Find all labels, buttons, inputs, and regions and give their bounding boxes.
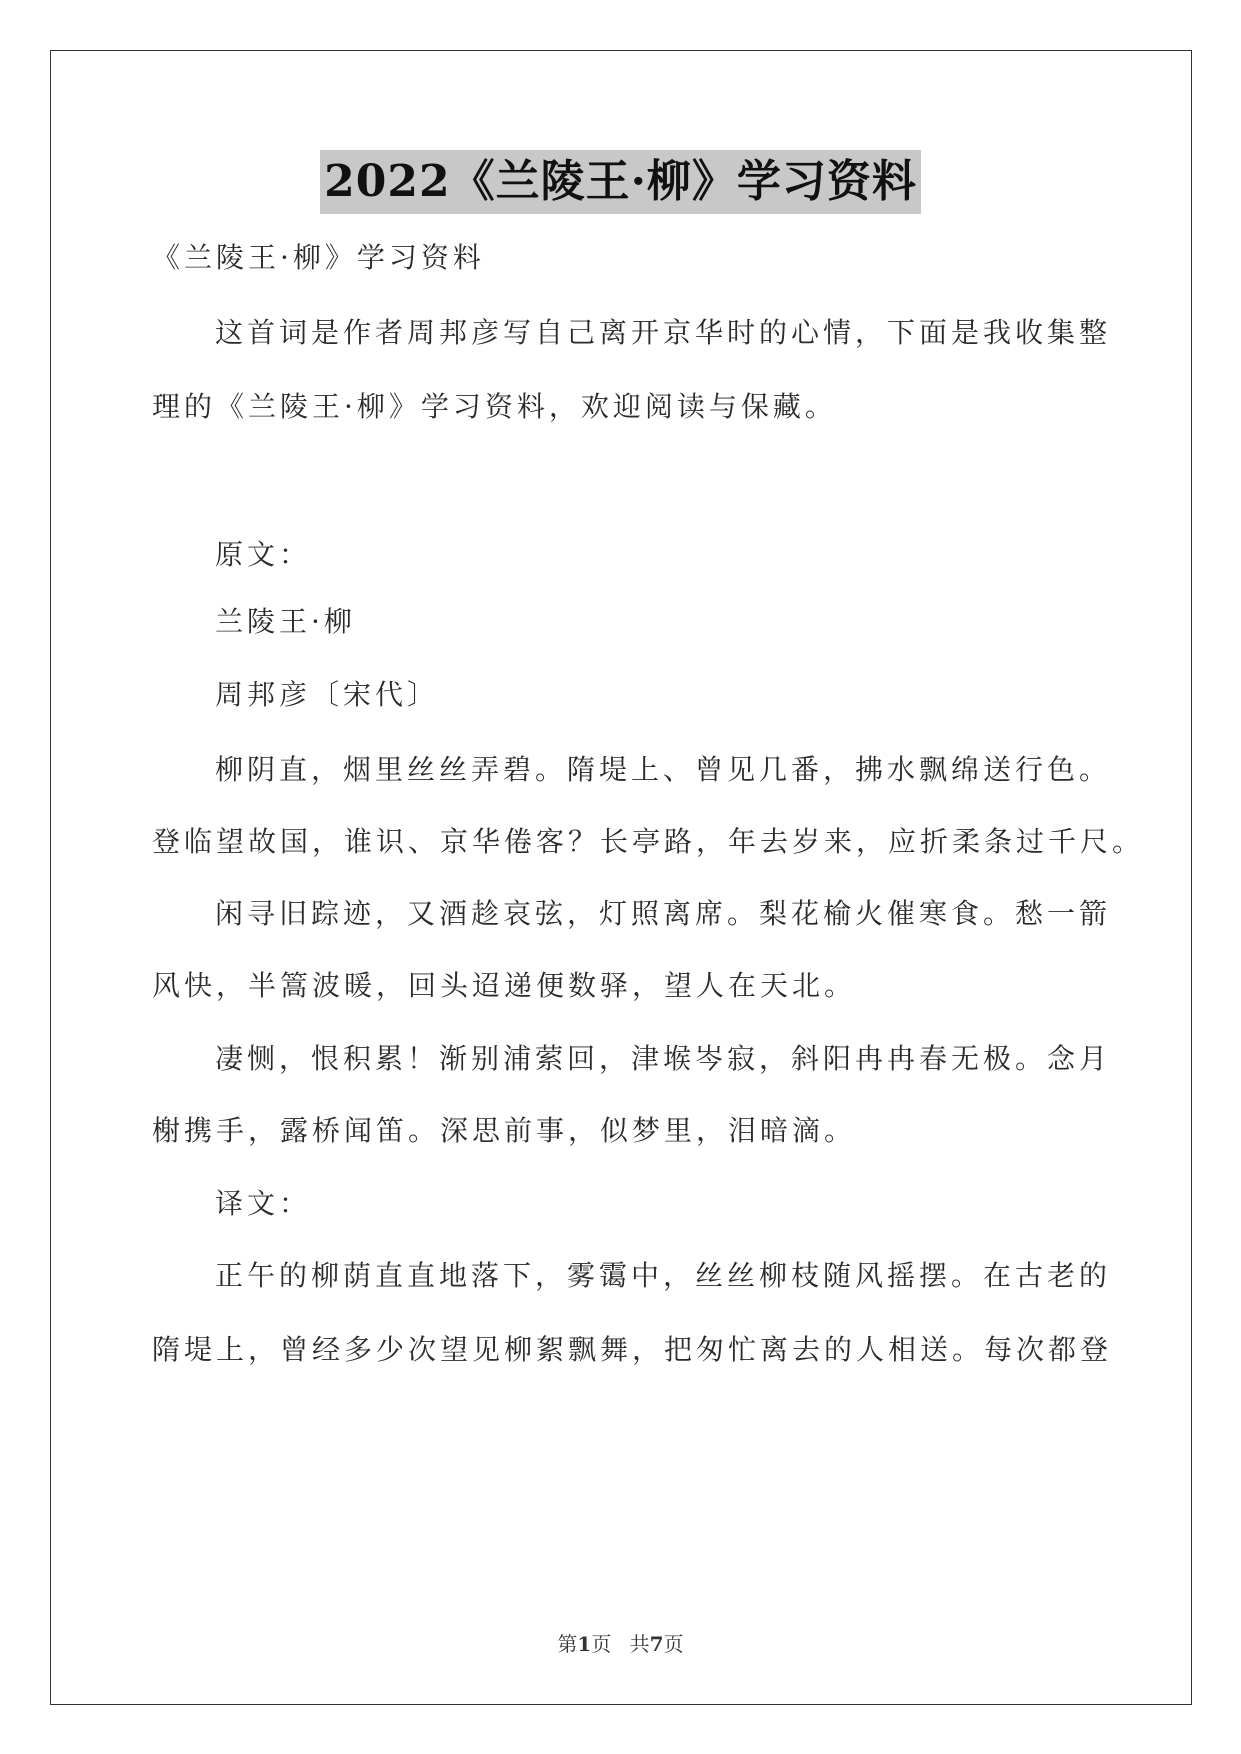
page-current: 1 (577, 1632, 592, 1656)
page-footer (0, 1628, 1241, 1657)
poem-title: 兰陵王·柳 (215, 605, 356, 638)
stanza2-line-2: 风快，半篙波暖，回头迢递便数驿，望人在天北。 (152, 969, 857, 1002)
page-indicator (557, 1632, 611, 1656)
document-title: 2022《兰陵王·柳》学习资料 (320, 150, 921, 214)
stanza2-line-1: 闲寻旧踪迹，又酒趁哀弦，灯照离席。梨花榆火催寒食。愁一箭 (215, 897, 1112, 930)
stanza1-line-2: 登临望故国，谁识、京华倦客？长亭路，年去岁来，应折柔条过千尺。 (152, 825, 1145, 858)
total-suffix: 页 (663, 1632, 684, 1656)
translation-label: 译文： (215, 1187, 312, 1220)
page-mid: 页 (591, 1632, 612, 1656)
intro-line-1: 这首词是作者周邦彦写自己离开京华时的心情，下面是我收集整 (215, 316, 1112, 349)
page-total: 7 (649, 1632, 664, 1656)
stanza3-line-2: 榭携手，露桥闻笛。深思前事，似梦里，泪暗滴。 (152, 1114, 857, 1147)
intro-line-2: 理的《兰陵王·柳》学习资料，欢迎阅读与保藏。 (152, 390, 837, 423)
stanza3-line-1: 凄恻，恨积累！渐别浦萦回，津堠岑寂，斜阳冉冉春无极。念月 (215, 1042, 1112, 1075)
title-container (0, 150, 1241, 214)
stanza1-line-1: 柳阴直，烟里丝丝弄碧。隋堤上、曾见几番，拂水飘绵送行色。 (215, 753, 1112, 786)
page-total-indicator (630, 1632, 684, 1656)
poem-author: 周邦彦〔宋代〕 (215, 678, 440, 711)
page-prefix: 第 (557, 1632, 578, 1656)
subtitle: 《兰陵王·柳》学习资料 (152, 241, 485, 274)
total-prefix: 共 (629, 1632, 650, 1656)
translation-line-1: 正午的柳荫直直地落下，雾霭中，丝丝柳枝随风摇摆。在古老的 (215, 1259, 1112, 1292)
translation-line-2: 隋堤上，曾经多少次望见柳絮飘舞，把匆忙离去的人相送。每次都登 (152, 1333, 1113, 1366)
original-label: 原文： (215, 538, 312, 571)
page-border (50, 50, 1192, 1705)
